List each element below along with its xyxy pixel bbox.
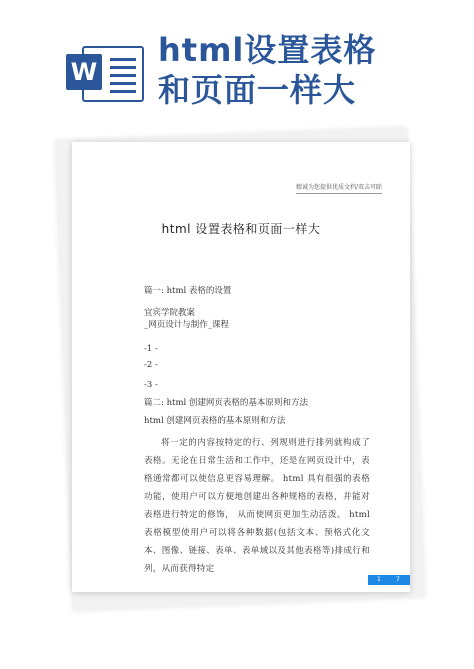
header-note: 精诚为您提供优质文档/双击可除 bbox=[296, 182, 382, 194]
page-marker: -3 - bbox=[144, 380, 158, 390]
banner-title bbox=[158, 30, 458, 110]
text-line: 宜宾学院教案 bbox=[144, 308, 196, 318]
word-document-icon bbox=[60, 42, 146, 102]
section-heading-2: 篇二: html 创建网页表格的基本原则和方法 bbox=[144, 398, 308, 408]
word-logo-tile: W bbox=[66, 54, 102, 90]
subheading: html 创建网页表格的基本原则和方法 bbox=[144, 416, 286, 426]
page-marker: -1 - bbox=[144, 344, 158, 354]
banner-title-line2: 和页面一样大 bbox=[158, 71, 357, 109]
section-heading-1: 篇一: html 表格的设置 bbox=[144, 286, 232, 296]
total-pages: 7 bbox=[396, 576, 400, 583]
pagination-bar[interactable] bbox=[368, 575, 410, 585]
current-page: 1 bbox=[377, 576, 381, 583]
page-marker: -2 - bbox=[144, 360, 158, 370]
document-title: html 设置表格和页面一样大 bbox=[161, 222, 321, 236]
body-paragraph: 将一定的内容按特定的行、列规则进行排列就构成了表格。无论在日常生活和工作中，还是在网页设计中，表格通常都可以使信息更容易理解。 html 具有很强的表格功能，使用户可以方便地创建出各种规格的表格，并能对表格进行特定的修饰， 从而使网页更加生动活泼。 html 表格模型使用户可以将各种数据(包括文本、预格式化文本、图像、链接、表单、表单域以及其他表格等)排成行和列，从而获得特定 bbox=[144, 438, 370, 574]
text-line: _网页设计与制作_课程 bbox=[144, 320, 230, 330]
document-page bbox=[72, 142, 410, 592]
banner-title-line1: html设置表格 bbox=[158, 31, 377, 69]
banner bbox=[0, 0, 474, 120]
